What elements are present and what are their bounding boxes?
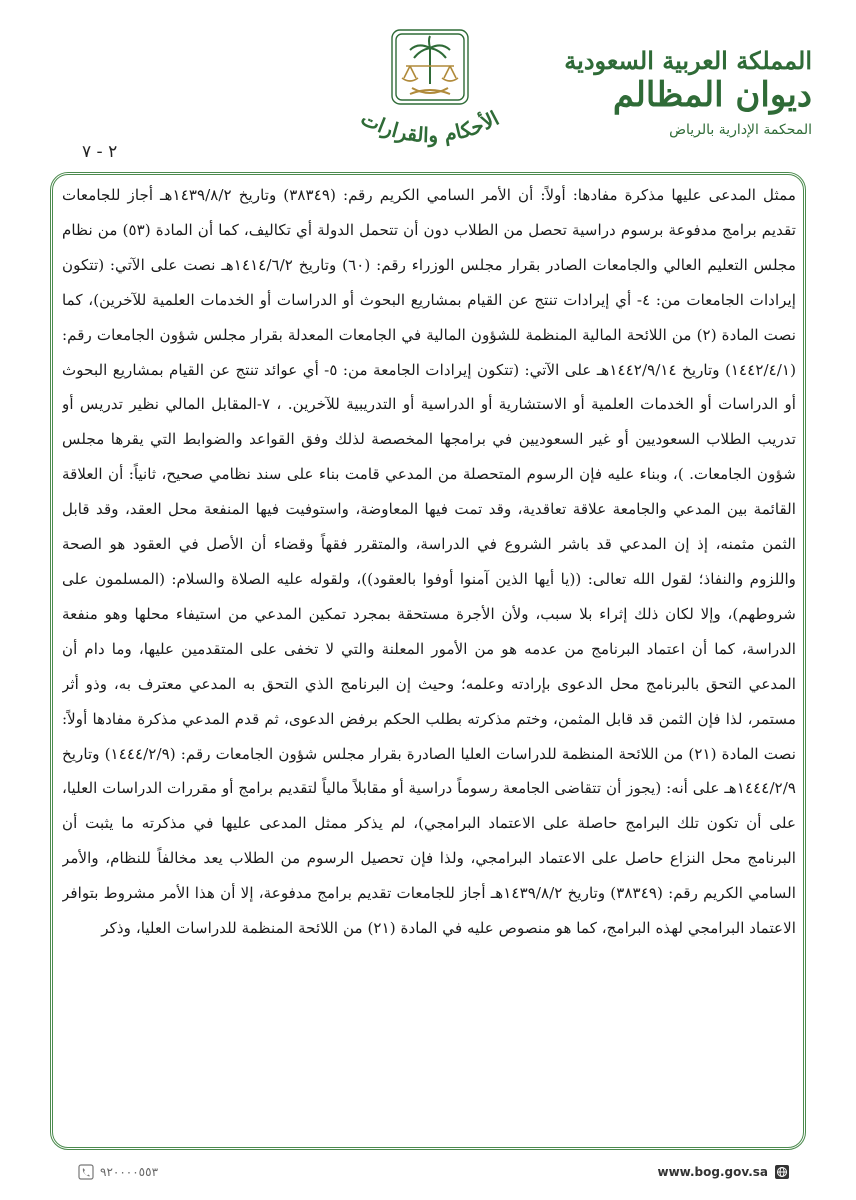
body-paragraph: ممثل المدعى عليها مذكرة مفادها: أولاً: أن الأمر السامي الكريم رقم: (٣٨٣٤٩) وتاريخ ١٤٣٩/٨/٢هـ أجاز للجامعات تقديم برامج مدفوعة برسوم دراسية تحصل من الطلاب دون أن تتحمل الدولة أي تكاليف، كما أن المادة (٥٣) من نظام مجلس التعليم العالي والجامعات الصادر بقرار مجلس الوزراء رقم: (٦٠) وتاريخ ١٤١٤/٦/٢هـ نصت على الآتي: (تتكون إيرادات الجامعات من: ٤- أي إيرادات تنتج عن القيام بمشاريع البحوث أو الدراسات أو الخدمات العلمية للآخرين)، كما نصت المادة (٢) من اللائحة المالية المنظمة للشؤون المالية في الجامعات المعدلة بقرار مجلس شؤون الجامعات رقم: (١٤٤٢/٤/١) وتاريخ ١٤٤٢/٩/١٤هـ على الآتي: (تتكون إيرادات الجامعة من: ٥- أي عوائد تنتج عن القيام بمشاريع البحوث أو الدراسات أو الخدمات العلمية أو الاستشارية أو الدراسية أو التدريبية للآخرين. ، ٧-المقابل المالي نظير تدريس أو تدريب الطلاب السعوديين أو غير السعوديين في برامجها المخصصة لذلك وفق القواعد والضوابط التي يقرها مجلس شؤون الجامعات. )، وبناء عليه فإن الرسوم المتحصلة من المدعي قامت بناء على سند نظامي صحيح، ثانياً: أن العلاقة القائمة بين المدعي والجامعة علاقة تعاقدية، وقد تمت فيها المعاوضة، واستوفيت فيها المنفعة محل العقد، وقد قابل الثمن مثمنه، إذ إن المدعي قد باشر الشروع في الدراسة، والمتقرر فقهاً وقضاء أن الأصل في العقود هو الصحة واللزوم والنفاذ؛ لقول الله تعالى: ((يا أيها الذين آمنوا أوفوا بالعقود))، ولقوله عليه الصلاة والسلام: (المسلمون على شروطهم)، وإلا لكان ذلك إثراء بلا سبب، ولأن الأجرة مستحقة بمجرد تمكين المدعي من استيفاء محلها وهو منفعة الدراسة، كما أن اعتماد البرنامج من عدمه هو من الأمور المعلنة والتي لا تخفى على المتقدمين عليها، وما دام أن المدعي التحق بالبرنامج محل الدعوى بإرادته وعلمه؛ وحيث إن البرنامج الذي التحق به المدعي معترف به، وذو أثر مستمر، لذا فإن الثمن قد قابل المثمن، وختم مذكرته بطلب الحكم برفض الدعوى، ثم قدم المدعي مذكرة مفادها أولاً: نصت المادة (٢١) من اللائحة المنظمة للدراسات العليا الصادرة بقرار مجلس شؤون الجامعات رقم: (١٤٤٤/٢/٩) وتاريخ ١٤٤٤/٢/٩هـ على أنه: (يجوز أن تتقاضى الجامعة رسوماً دراسية أو مقابلاً مالياً لتقديم برامج أو مقررات الدراسات العليا، على أن تكون تلك البرامج حاصلة على الاعتماد البرامجي)، لم يذكر ممثل المدعى عليها في مذكرته ما يثبت أن البرنامج محل النزاع حاصل على الاعتماد البرامجي، ولذا فإن تحصيل الرسوم من الطلاب يعد مخالفاً للنظام، والأمر السامي الكريم رقم: (٣٨٣٤٩) وتاريخ ١٤٣٩/٨/٢هـ أجاز للجامعات تقديم برامج مدفوعة، إلا أن هذا الأمر مشروط بتوافر الاعتماد البرامجي لهذه البرامج، كما هو منصوص عليه في المادة (٢١) من اللائحة المنظمة للدراسات العليا، وذكر xyxy=(62,186,796,938)
agency-brand xyxy=(552,46,812,142)
phone-number: ٩٢٠٠٠٠٥٥٣ xyxy=(100,1165,159,1179)
footer-phone xyxy=(78,1164,158,1180)
court-emblem-icon xyxy=(340,22,520,157)
page-number: ٢ - ٧ xyxy=(82,142,118,162)
website-url: www.bog.gov.sa xyxy=(657,1165,768,1179)
globe-icon xyxy=(774,1164,790,1180)
kingdom-name: المملكة العربية السعودية xyxy=(564,46,812,75)
agency-name: ديوان المظالم xyxy=(612,75,812,115)
svg-text:الأحكام والقرارات xyxy=(357,106,503,148)
emblem-caption: الأحكام والقرارات xyxy=(357,105,503,148)
footer xyxy=(0,1156,856,1196)
court-name: المحكمة الإدارية بالرياض xyxy=(669,122,812,138)
phone-icon xyxy=(78,1164,94,1180)
letterhead xyxy=(0,0,856,175)
footer-website xyxy=(657,1164,790,1180)
document-body xyxy=(62,178,796,1142)
